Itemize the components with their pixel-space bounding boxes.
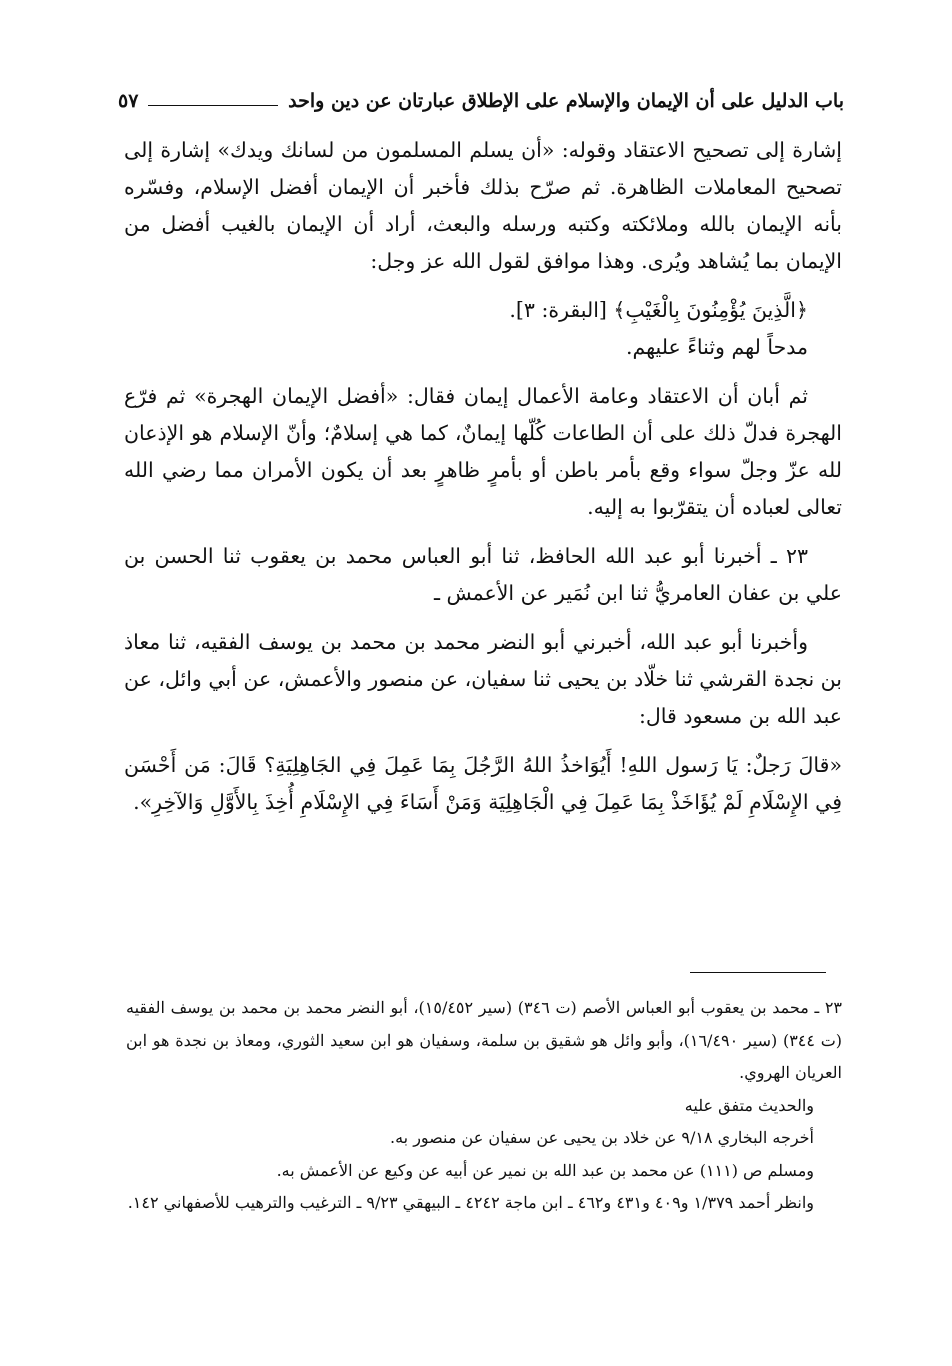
footnote-line: ومسلم ص (١١١) عن محمد بن عبد الله بن نمير عن أبيه عن وكيع عن الأعمش به. — [276, 1160, 814, 1180]
paragraph-2: مدحاً لهم وثناءً عليهم. — [625, 335, 808, 359]
footnote-line: أخرجه البخاري ٩/١٨ عن خلاد بن يحيى عن سفيان عن منصور به. — [389, 1128, 814, 1147]
hadith-isnad-1: ٢٣ ـ أخبرنا أبو عبد الله الحافظ، ثنا أبو العباس محمد بن يعقوب ثنا الحسن بن علي بن عفان العامريُّ ثنا ابن نُمَير عن الأعمش ـ — [124, 544, 842, 605]
quran-verse: ﴿الَّذِينَ يُؤْمِنُونَ بِالْغَيْبِ﴾ [البقرة: ٣]. — [509, 298, 808, 322]
hadith-isnad-2: وأخبرنا أبو عبد الله، أخبرني أبو النضر محمد بن محمد بن يوسف الفقيه، ثنا معاذ بن نجدة القرشي ثنا خلّاد بن يحيى ثنا سفيان، عن منصور والأعمش، عن أبي وائل، عن عبد الله بن مسعود قال: — [124, 630, 842, 728]
footnote-23: ٢٣ ـ محمد بن يعقوب أبو العباس الأصم (ت ٣٤٦) (سير ١٥/٤٥٢)، أبو النضر محمد بن محمد بن يوسف الفقيه (ت ٣٤٤) (سير ١٦/٤٩٠)، وأبو وائل هو شقيق بن سلمة، وسفيان هو ابن سعيد الثوري، ومعاذ بن نجدة هو ابن العريان الهروي. — [126, 998, 843, 1082]
page-number: ٥٧ — [118, 90, 139, 112]
paragraph-3: ثم أبان أن الاعتقاد وعامة الأعمال إيمان فقال: «أفضل الإيمان الهجرة» ثم فرّع الهجرة فدلّ ذلك على أن الطاعات كُلّها إيمانٌ، كما هي إسلامٌ؛ وأنّ الإسلام هو الإذعان لله عزّ وجلّ سواء وقع بأمر باطن أو بأمرٍ ظاهرٍ بعد أن يكون الأمران مما رضي الله تعالى لعباده أن يتقرّبوا به إليه. — [124, 384, 842, 519]
chapter-title: باب الدليل على أن الإيمان والإسلام على الإطلاق عبارتان عن دين واحد — [288, 90, 844, 112]
paragraph-1: إشارة إلى تصحيح الاعتقاد وقوله: «أن يسلم المسلمون من لسانك ويدك» إشارة إلى تصحيح المعاملات الظاهرة. ثم صرّح بذلك فأخبر أن الإيمان أفضل الإسلام، وفسّره بأنه الإيمان بالله وملائكته وكتبه ورسله والبعث، أراد أن الإيمان بالغيب أفضل من الإيمان بما يُشاهد ويُرى. وهذا موافق لقول الله عز وجل: — [124, 138, 842, 273]
footnote-line: والحديث متفق عليه — [684, 1095, 814, 1115]
main-text — [124, 132, 842, 821]
hadith-text: «قالَ رَجلٌ: يَا رَسول اللهِ! أَيُوَاخذُ اللهُ الرَّجُلَ بِمَا عَمِلَ فِي الجَاهِلِيَةِ؟ قَالَ: مَن أَحْسَن فِي الإِسْلَامِ لَمْ يُؤَاخَذْ بِمَا عَمِلَ فِي الْجَاهِلِيَة وَمَنْ أَسَاءَ فِي الإِسْلَامِ أُخِذَ بِالأَوَّلِ وَالآخِرِ». — [124, 753, 842, 814]
footnote-line: وانظر أحمد ١/٣٧٩ و٤٠٩ و٤٣١ و٤٦٢ ـ ابن ماجة ٤٢٤٢ ـ البيهقي ٩/٢٣ ـ الترغيب والترهيب للأصفهاني ١٤٢. — [127, 1193, 814, 1212]
running-header — [118, 86, 844, 116]
footnote-separator — [690, 972, 826, 973]
footnotes — [126, 992, 842, 1220]
header-rule — [148, 105, 278, 106]
